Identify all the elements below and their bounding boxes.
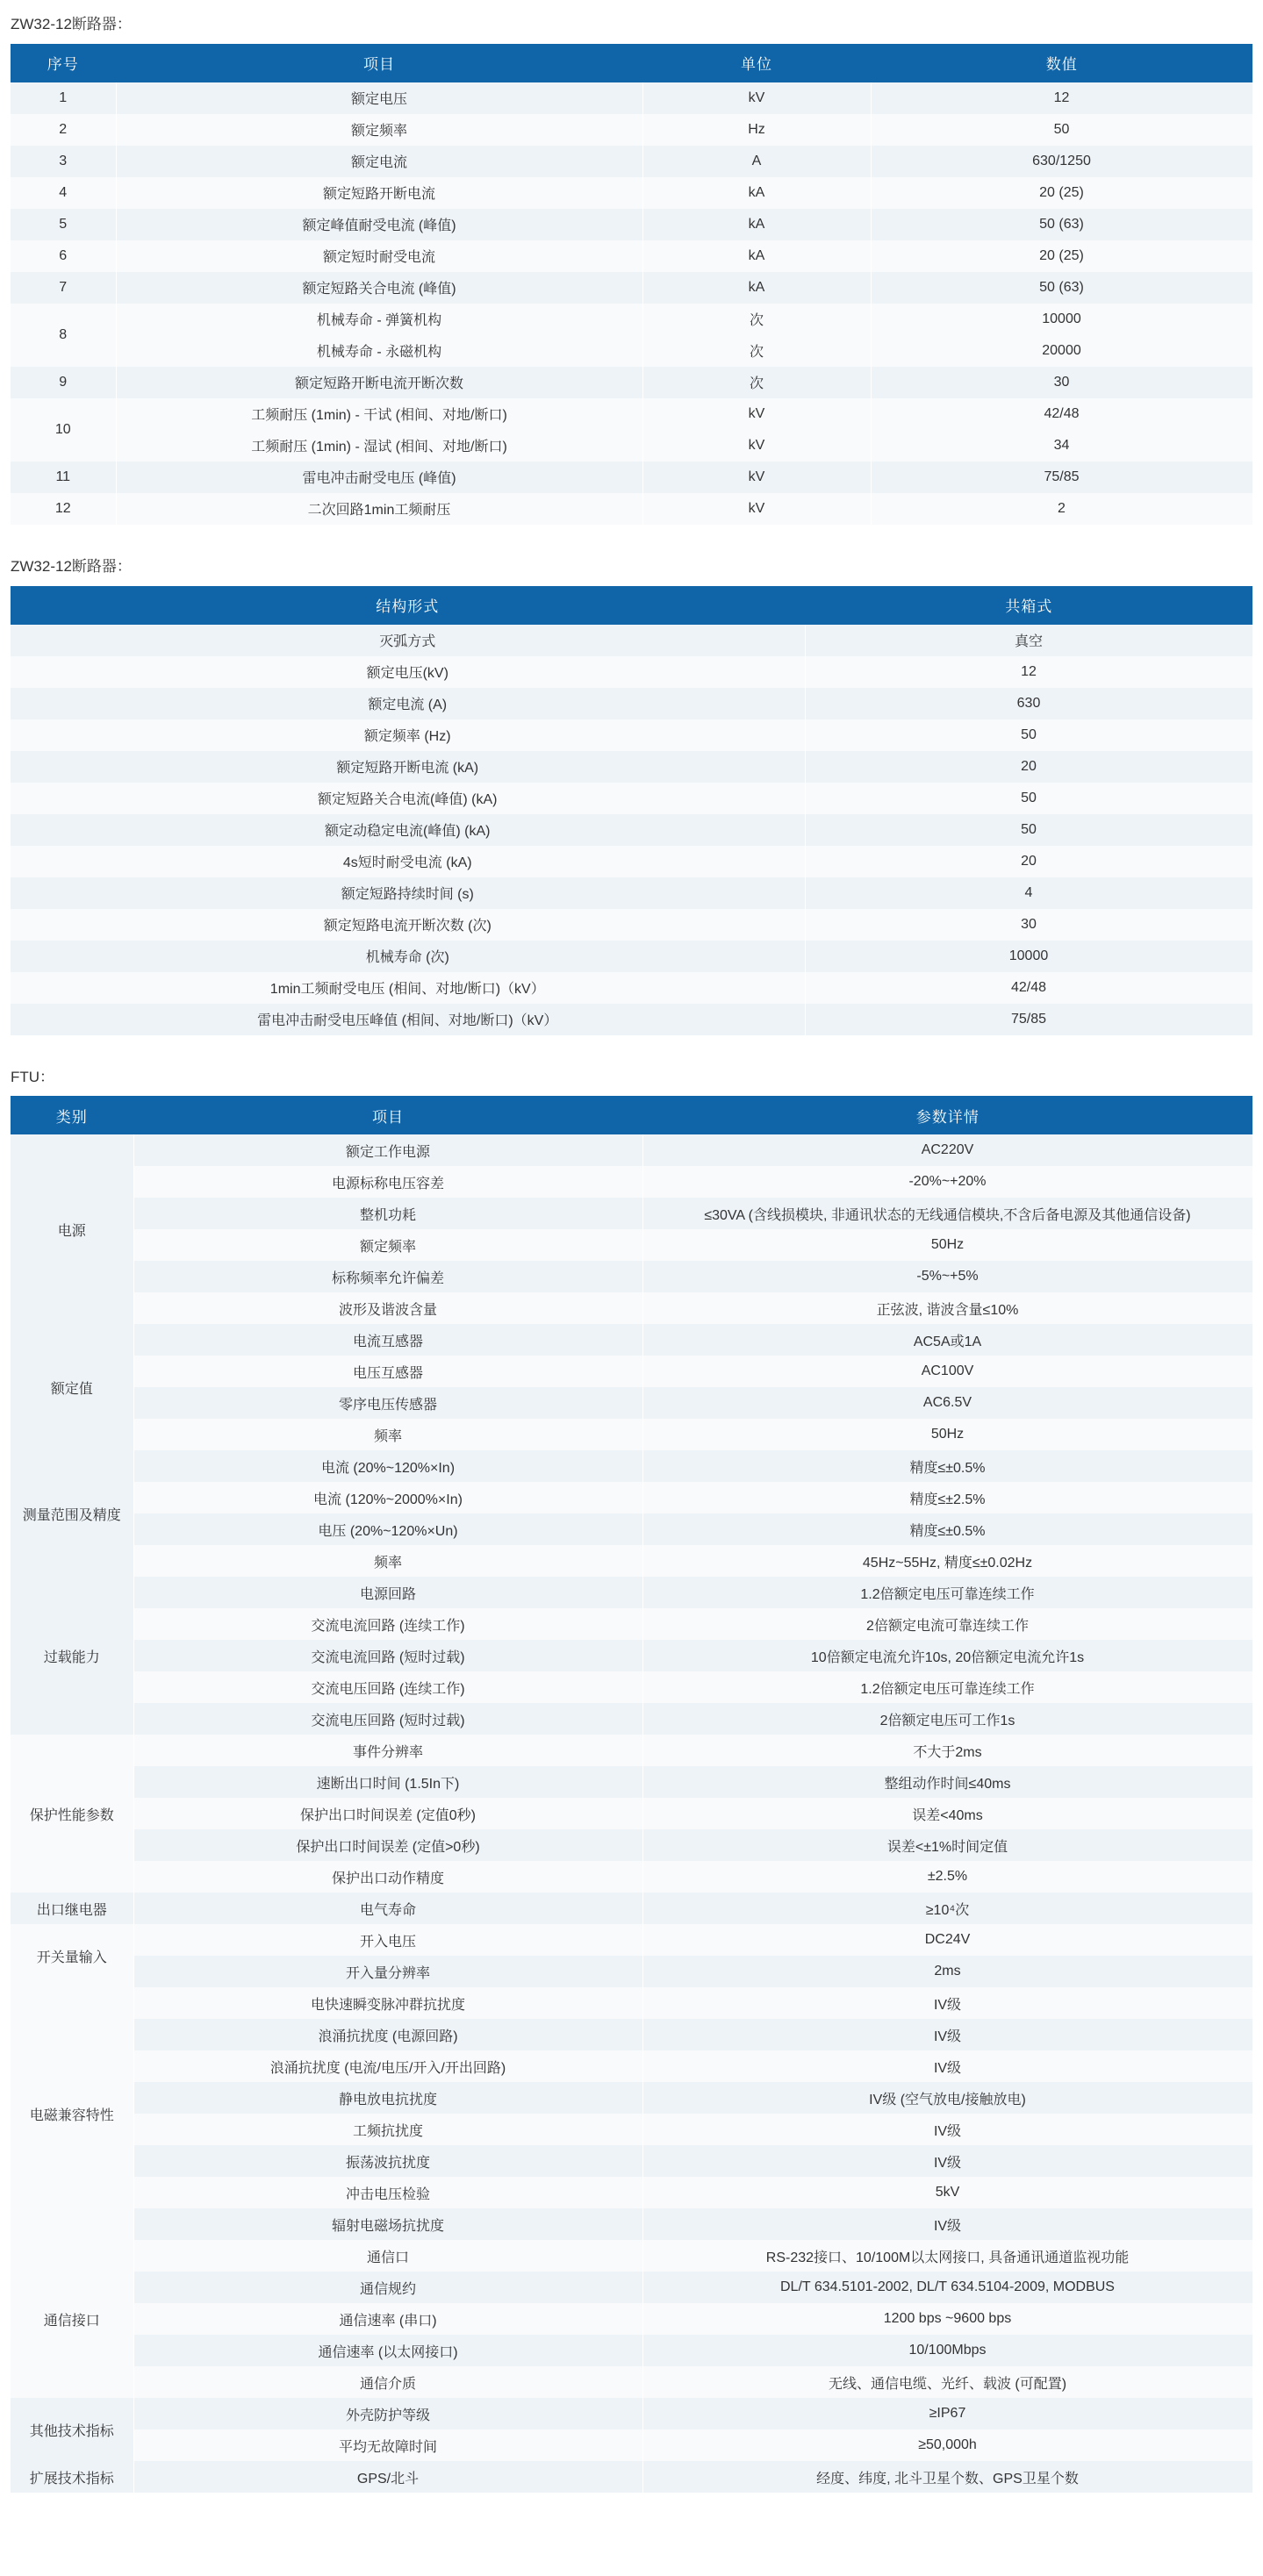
table-row [11,1261,1252,1292]
cell-category: 测量范围及精度 [11,1450,133,1577]
cell-value: 10000 [871,304,1252,335]
column-header-type: 共箱式 [805,586,1252,625]
cell-item: 电流 (20%~120%×In) [133,1450,642,1482]
cell-no: 8 [11,304,116,367]
cell-item: 交流电压回路 (连续工作) [133,1671,642,1703]
cell-item: 额定频率 [116,114,642,146]
cell-unit: kA [642,272,871,304]
table-row [11,2366,1252,2398]
cell-item: 波形及谐波含量 [133,1292,642,1324]
cell-item: 额定短路开断电流 (kA) [11,751,805,783]
cell-value: 10/100Mbps [642,2335,1252,2366]
cell-unit: kA [642,240,871,272]
cell-item: 通信规约 [133,2272,642,2303]
cell-value: 10000 [805,941,1252,972]
cell-item: 电气寿命 [133,1893,642,1924]
cell-value: 20 (25) [871,240,1252,272]
breaker-spec-table-1 [11,44,1253,525]
cell-no: 12 [11,493,116,525]
table-row [11,783,1252,814]
cell-value: 12 [871,82,1252,114]
cell-value: 50 [805,719,1252,751]
cell-item: 额定短路关合电流 (峰值) [116,272,642,304]
table-row [11,814,1252,846]
column-header-item: 项目 [133,1096,642,1134]
cell-item: 电流互感器 [133,1324,642,1356]
cell-no: 7 [11,272,116,304]
cell-item: 平均无故障时间 [133,2429,642,2461]
cell-item: 额定电压 [116,82,642,114]
cell-item: 交流电压回路 (短时过载) [133,1703,642,1735]
cell-item: 工频耐压 (1min) - 干试 (相间、对地/断口) [116,398,642,430]
cell-item: 冲击电压检验 [133,2177,642,2208]
cell-value: 50 [805,814,1252,846]
cell-category: 额定值 [11,1324,133,1450]
cell-no: 9 [11,367,116,398]
table-row [11,1640,1252,1671]
table-row [11,972,1252,1004]
cell-item: 交流电流回路 (连续工作) [133,1608,642,1640]
cell-value: IV级 [642,2114,1252,2145]
cell-value: ≤30VA (含线损模块, 非通讯状态的无线通信模块,不含后备电源及其他通信设备) [642,1198,1252,1229]
cell-value: 20 (25) [871,177,1252,209]
cell-value: 630 [805,688,1252,719]
cell-value: AC5A或1A [642,1324,1252,1356]
cell-item: 通信介质 [133,2366,642,2398]
table-caption-breaker-2: ZW32-12断路器： [11,557,132,575]
cell-value: ≥IP67 [642,2398,1252,2429]
cell-unit: Hz [642,114,871,146]
table-row [11,2272,1252,2303]
cell-item: 额定频率 [133,1229,642,1261]
cell-value: RS-232接口、10/100M以太网接口, 具备通讯通道监视功能 [642,2240,1252,2272]
cell-item: 保护出口动作精度 [133,1861,642,1893]
cell-value: 经度、纬度, 北斗卫星个数、GPS卫星个数 [642,2461,1252,2493]
cell-value: 50 [871,114,1252,146]
cell-value: 20 [805,846,1252,877]
cell-value: IV级 [642,2145,1252,2177]
cell-value: AC6.5V [642,1387,1252,1419]
table-row [11,1004,1252,1035]
table-row [11,1956,1252,1987]
cell-item: 额定短时耐受电流 [116,240,642,272]
cell-no: 4 [11,177,116,209]
cell-no: 11 [11,462,116,493]
cell-unit: kV [642,398,871,430]
cell-unit: kV [642,462,871,493]
table-row [11,941,1252,972]
cell-value: 20000 [871,335,1252,367]
column-header-value: 数值 [871,44,1252,82]
cell-item: 额定短路开断电流 [116,177,642,209]
table-row [11,335,1252,367]
cell-value: 42/48 [805,972,1252,1004]
cell-category: 开关量输入 [11,1924,133,1987]
cell-value: 精度≤±2.5% [642,1482,1252,1513]
cell-item: 工频抗扰度 [133,2114,642,2145]
table-row [11,909,1252,941]
cell-value: -5%~+5% [642,1261,1252,1292]
table-row [11,462,1252,493]
cell-item: 浪涌抗扰度 (电源回路) [133,2019,642,2050]
spec-document [0,14,1263,2517]
table-row [11,2019,1252,2050]
cell-category: 出口继电器 [11,1893,133,1924]
cell-item: 机械寿命 (次) [11,941,805,972]
cell-value: 30 [871,367,1252,398]
table-row [11,2398,1252,2429]
cell-item: 额定电流 [116,146,642,177]
cell-value: 5kV [642,2177,1252,2208]
column-header-unit: 单位 [642,44,871,82]
table-row [11,1324,1252,1356]
cell-unit: kV [642,82,871,114]
cell-no: 10 [11,398,116,462]
cell-value: 1.2倍额定电压可靠连续工作 [642,1671,1252,1703]
cell-value: IV级 [642,2050,1252,2082]
cell-value: 50Hz [642,1229,1252,1261]
cell-item: 频率 [133,1545,642,1577]
cell-unit: A [642,146,871,177]
cell-value: ±2.5% [642,1861,1252,1893]
cell-item: 额定短路开断电流开断次数 [116,367,642,398]
cell-item: 电源标称电压容差 [133,1166,642,1198]
cell-item: 雷电冲击耐受电压峰值 (相间、对地/断口)（kV） [11,1004,805,1035]
table-row [11,1450,1252,1482]
table-row [11,877,1252,909]
table-caption-breaker-1: ZW32-12断路器： [11,16,132,32]
cell-value: 整组动作时间≤40ms [642,1766,1252,1798]
cell-no: 5 [11,209,116,240]
cell-value: 12 [805,656,1252,688]
table-row [11,398,1252,430]
table-row [11,1229,1252,1261]
table-row [11,1703,1252,1735]
cell-value: 2ms [642,1956,1252,1987]
cell-value: 4 [805,877,1252,909]
cell-value: 50 (63) [871,272,1252,304]
table-row [11,1292,1252,1324]
table-row [11,82,1252,114]
cell-item: 静电放电抗扰度 [133,2082,642,2114]
cell-value: 2倍额定电压可工作1s [642,1703,1252,1735]
table-row [11,146,1252,177]
table-row [11,1608,1252,1640]
table-row [11,177,1252,209]
cell-item: 交流电流回路 (短时过载) [133,1640,642,1671]
table-row [11,1482,1252,1513]
cell-value: IV级 [642,2208,1252,2240]
cell-value: IV级 (空气放电/接触放电) [642,2082,1252,2114]
table-row [11,2461,1252,2493]
table-row [11,1924,1252,1956]
table-row [11,1735,1252,1766]
table-row [11,2303,1252,2335]
cell-value: 2倍额定电流可靠连续工作 [642,1608,1252,1640]
cell-unit: kA [642,209,871,240]
table-header-row [11,44,1252,82]
table-row [11,209,1252,240]
cell-value: IV级 [642,2019,1252,2050]
table-row [11,1829,1252,1861]
cell-value: 正弦波, 谐波含量≤10% [642,1292,1252,1324]
cell-item: 1min工频耐受电压 (相间、对地/断口)（kV） [11,972,805,1004]
cell-item: 辐射电磁场抗扰度 [133,2208,642,2240]
cell-item: 额定频率 (Hz) [11,719,805,751]
cell-item: 额定峰值耐受电流 (峰值) [116,209,642,240]
table-row [11,1766,1252,1798]
cell-item: 额定电流 (A) [11,688,805,719]
cell-no: 3 [11,146,116,177]
cell-item: 整机功耗 [133,1198,642,1229]
cell-no: 2 [11,114,116,146]
cell-value: ≥10⁴次 [642,1893,1252,1924]
table-row [11,304,1252,335]
table-row [11,1798,1252,1829]
cell-value: 50 [805,783,1252,814]
cell-no: 1 [11,82,116,114]
cell-unit: 次 [642,335,871,367]
table-row [11,1166,1252,1198]
cell-value: 75/85 [871,462,1252,493]
cell-item: 零序电压传感器 [133,1387,642,1419]
table-row [11,1356,1252,1387]
cell-item: 电流 (120%~2000%×In) [133,1482,642,1513]
cell-item: 振荡波抗扰度 [133,2145,642,2177]
cell-item: 电快速瞬变脉冲群抗扰度 [133,1987,642,2019]
cell-value: 精度≤±0.5% [642,1450,1252,1482]
cell-unit: kA [642,177,871,209]
cell-item: 速断出口时间 (1.5In下) [133,1766,642,1798]
cell-item: 额定工作电源 [133,1134,642,1166]
table-row [11,1893,1252,1924]
cell-item: 开入量分辨率 [133,1956,642,1987]
cell-value: 2 [871,493,1252,525]
table-row [11,367,1252,398]
cell-value: 误差<±1%时间定值 [642,1829,1252,1861]
cell-item: 灭弧方式 [11,625,805,656]
table-row [11,846,1252,877]
cell-no: 6 [11,240,116,272]
cell-value: 34 [871,430,1252,462]
cell-value: 30 [805,909,1252,941]
cell-value: 无线、通信电缆、光纤、载波 (可配置) [642,2366,1252,2398]
ftu-spec-table [11,1096,1253,2493]
table-row [11,1419,1252,1450]
table-row [11,2177,1252,2208]
cell-value: AC100V [642,1356,1252,1387]
table-row [11,272,1252,304]
column-header-no: 序号 [11,44,116,82]
cell-item: 额定短路电流开断次数 (次) [11,909,805,941]
table-row [11,430,1252,462]
cell-item: 额定电压(kV) [11,656,805,688]
cell-item: 额定动稳定电流(峰值) (kA) [11,814,805,846]
cell-item: 外壳防护等级 [133,2398,642,2429]
cell-value: AC220V [642,1134,1252,1166]
cell-category: 电磁兼容特性 [11,1987,133,2240]
table-row [11,719,1252,751]
table-row [11,656,1252,688]
cell-item: GPS/北斗 [133,2461,642,2493]
cell-category: 过载能力 [11,1577,133,1735]
breaker-spec-table-2 [11,586,1253,1035]
table-row [11,114,1252,146]
table-row [11,2145,1252,2177]
cell-item: 标称频率允许偏差 [133,1261,642,1292]
cell-value: 20 [805,751,1252,783]
cell-category: 扩展技术指标 [11,2461,133,2493]
cell-item: 通信速率 (以太网接口) [133,2335,642,2366]
table-row [11,1861,1252,1893]
table-row [11,1577,1252,1608]
column-header-item: 项目 [116,44,642,82]
cell-value: 10倍额定电流允许10s, 20倍额定电流允许1s [642,1640,1252,1671]
cell-item: 开入电压 [133,1924,642,1956]
cell-item: 机械寿命 - 弹簧机构 [116,304,642,335]
cell-value: 1200 bps ~9600 bps [642,2303,1252,2335]
cell-item: 频率 [133,1419,642,1450]
cell-item: 保护出口时间误差 (定值>0秒) [133,1829,642,1861]
cell-unit: kV [642,493,871,525]
cell-item: 浪涌抗扰度 (电流/电压/开入/开出回路) [133,2050,642,2082]
table-row [11,751,1252,783]
cell-value: 45Hz~55Hz, 精度≤±0.02Hz [642,1545,1252,1577]
cell-item: 4s短时耐受电流 (kA) [11,846,805,877]
cell-value: DC24V [642,1924,1252,1956]
cell-value: 50 (63) [871,209,1252,240]
cell-category: 电源 [11,1134,133,1324]
table-row [11,2114,1252,2145]
cell-item: 通信口 [133,2240,642,2272]
table-row [11,1671,1252,1703]
table-caption-ftu: FTU： [11,1068,55,1085]
cell-item: 电压互感器 [133,1356,642,1387]
cell-item: 机械寿命 - 永磁机构 [116,335,642,367]
table-row [11,1387,1252,1419]
cell-unit: 次 [642,367,871,398]
cell-item: 电源回路 [133,1577,642,1608]
cell-unit: kV [642,430,871,462]
cell-value: 不大于2ms [642,1735,1252,1766]
cell-item: 额定短路关合电流(峰值) (kA) [11,783,805,814]
table-row [11,2429,1252,2461]
cell-value: 75/85 [805,1004,1252,1035]
cell-unit: 次 [642,304,871,335]
table-row [11,1545,1252,1577]
cell-item: 事件分辨率 [133,1735,642,1766]
table-row [11,688,1252,719]
cell-category: 其他技术指标 [11,2398,133,2461]
cell-category: 保护性能参数 [11,1735,133,1893]
column-header-detail: 参数详情 [642,1096,1252,1134]
cell-value: -20%~+20% [642,1166,1252,1198]
cell-value: IV级 [642,1987,1252,2019]
table-row [11,2050,1252,2082]
cell-item: 工频耐压 (1min) - 湿试 (相间、对地/断口) [116,430,642,462]
table-header-row [11,1096,1252,1134]
table-header-row [11,586,1252,625]
table-row [11,1134,1252,1166]
cell-item: 雷电冲击耐受电压 (峰值) [116,462,642,493]
table-row [11,1198,1252,1229]
table-row [11,2082,1252,2114]
column-header-category: 类别 [11,1096,133,1134]
cell-category: 通信接口 [11,2240,133,2398]
cell-item: 二次回路1min工频耐压 [116,493,642,525]
cell-item: 通信速率 (串口) [133,2303,642,2335]
table-row [11,1987,1252,2019]
cell-value: 50Hz [642,1419,1252,1450]
table-row [11,2208,1252,2240]
column-header-structure: 结构形式 [11,586,805,625]
cell-value: ≥50,000h [642,2429,1252,2461]
cell-value: DL/T 634.5101-2002, DL/T 634.5104-2009, MODBUS [642,2272,1252,2303]
cell-value: 真空 [805,625,1252,656]
cell-value: 误差<40ms [642,1798,1252,1829]
cell-item: 电压 (20%~120%×Un) [133,1513,642,1545]
table-row [11,2240,1252,2272]
cell-item: 保护出口时间误差 (定值0秒) [133,1798,642,1829]
cell-value: 630/1250 [871,146,1252,177]
cell-value: 精度≤±0.5% [642,1513,1252,1545]
cell-item: 额定短路持续时间 (s) [11,877,805,909]
cell-value: 42/48 [871,398,1252,430]
table-row [11,1513,1252,1545]
table-row [11,240,1252,272]
table-row [11,2335,1252,2366]
cell-value: 1.2倍额定电压可靠连续工作 [642,1577,1252,1608]
table-row [11,493,1252,525]
table-row [11,625,1252,656]
